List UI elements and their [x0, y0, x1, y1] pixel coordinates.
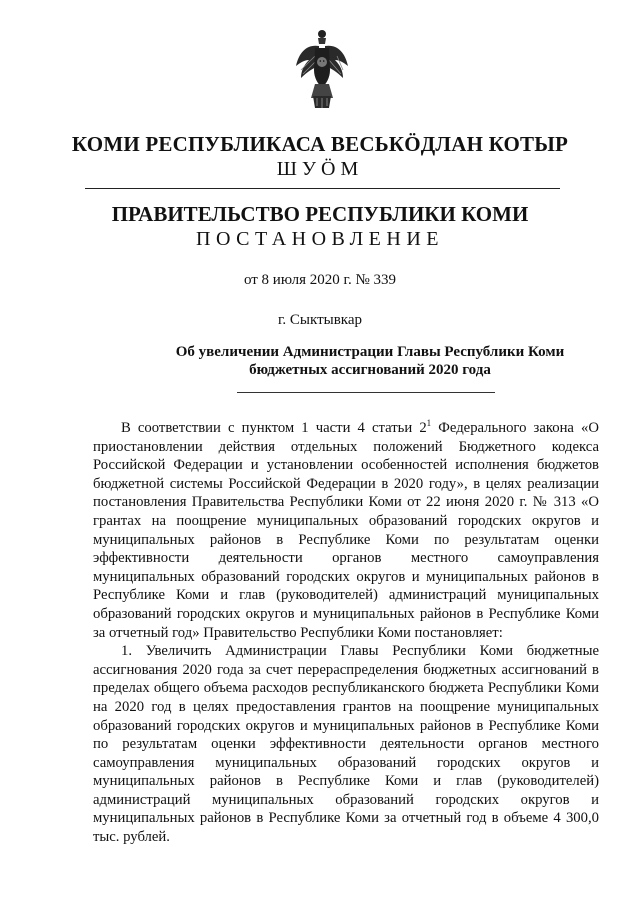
body-paragraph-2: 1. Увеличить Администрации Главы Республики Коми бюджетные ассигнования 2020 года за счет перераспределения бюджетных ассигнований в пределах общего объема расходов республиканского бюджета Республики Коми на 2020 год в целях предоставления грантов на поощрение муниципальных образований городских округов и муниципальных районов в Республике Коми по результатам оценки эффективности деятельности органов местного самоуправления муниципальных образований городских округов и муниципальных районов в Республике Коми и глав (руководителей) администраций муниципальных образований городских округов и муниципальных районов в Республике Коми за отчетный год в объеме 4 300,0 тыс. рублей. [93, 643, 599, 846]
komi-decree-label: ШУӦМ [276, 158, 364, 180]
document-date: от 8 июля 2020 г. № 339 [243, 272, 397, 288]
body-paragraph-1 [93, 419, 599, 642]
subject-divider [237, 392, 495, 393]
header-divider [85, 188, 560, 189]
document-city: г. Сыктывкар [277, 312, 363, 328]
document-type: ПОСТАНОВЛЕНИЕ [196, 228, 444, 250]
subject-line-1: Об увеличении Администрации Главы Республики Коми [175, 344, 565, 360]
article-superscript: 1 [426, 418, 432, 429]
paragraph-1-rest: Федерального закона «О приостановлении действия отдельных положений Бюджетного кодекса Российской Федерации и установлении особенностей исполнения бюджетов бюджетной системы Российской Федерации в 2020 году», в целях реализации постановления Правительства Республики Коми от 22 июня 2020 г. № 313 «О грантах на поощрение муниципальных образований городских округов и муниципальных районов в Республике Коми по результатам оценки эффективности деятельности органов местного самоуправления муниципальных образований городских округов и муниципальных районов в Республике Коми и глав (руководителей) администраций муниципальных образований городских округов и муниципальных районов в Республике Коми за отчетный год» Правительство Республики Коми постановляет: [93, 420, 599, 641]
document-subject [160, 343, 580, 379]
komi-government-title: КОМИ РЕСПУБЛИКАСА ВЕСЬКӦДЛАН КОТЫР [71, 132, 569, 156]
subject-line-2: бюджетных ассигнований 2020 года [249, 362, 491, 378]
coat-of-arms-icon [293, 26, 351, 114]
document-body [93, 419, 599, 847]
government-title: ПРАВИТЕЛЬСТВО РЕСПУБЛИКИ КОМИ [111, 202, 529, 226]
paragraph-1-start: В соответствии с пунктом 1 части 4 статьи 2 [121, 420, 427, 436]
